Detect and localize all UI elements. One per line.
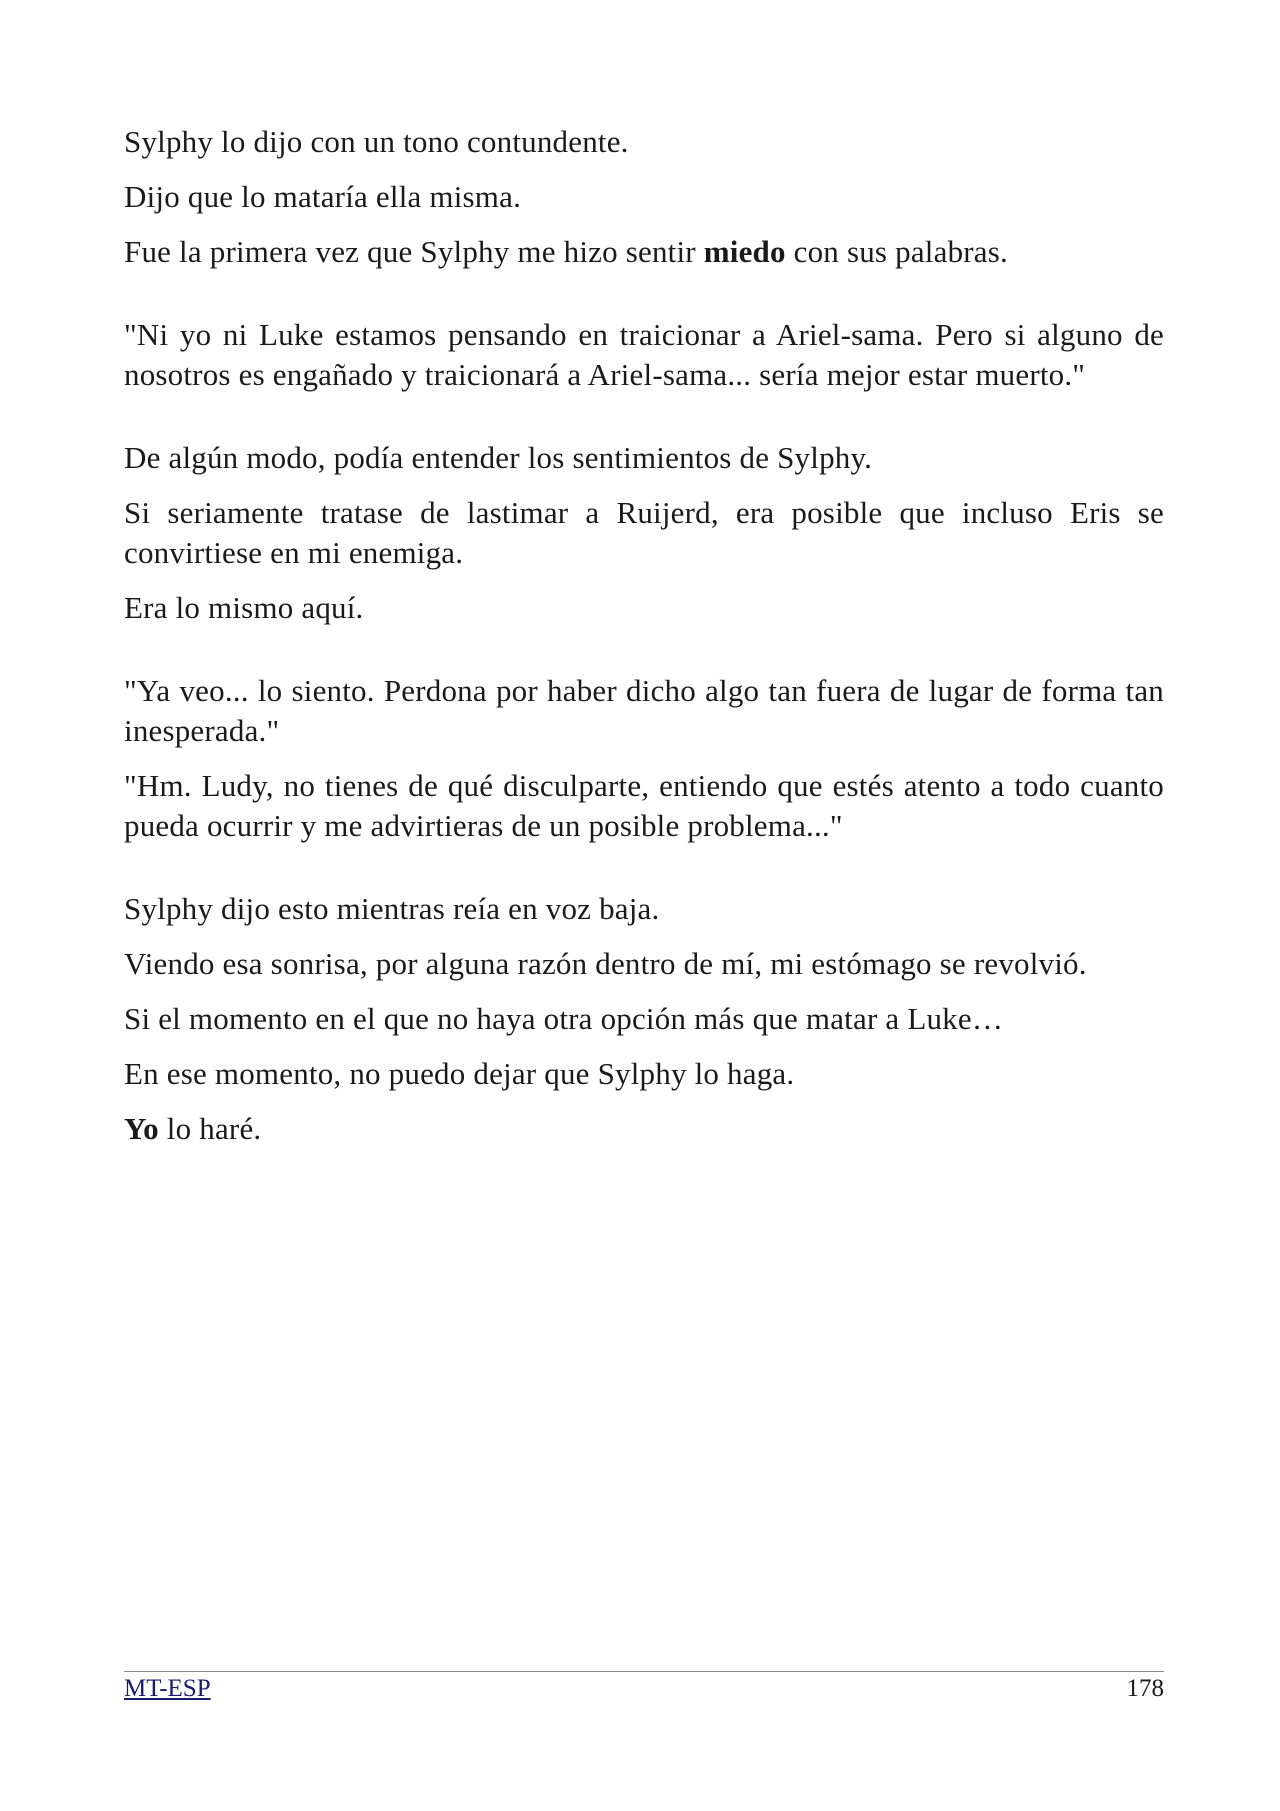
emphasis-yo: Yo <box>124 1111 159 1146</box>
paragraph-1: Sylphy lo dijo con un tono contundente. <box>124 124 629 159</box>
paragraph-6: Si seriamente tratase de lastimar a Ruijerd, era posible que incluso Eris se convirtiese en mi enemiga. <box>124 495 1164 570</box>
paragraph-3-before: Fue la primera vez que Sylphy me hizo sentir <box>124 234 704 269</box>
footer-divider <box>124 1671 1164 1672</box>
footer-source-link[interactable]: MT-ESP <box>124 1675 211 1702</box>
emphasis-miedo: miedo <box>703 234 786 269</box>
paragraph-3 <box>124 232 1164 272</box>
paragraph-2: Dijo que lo mataría ella misma. <box>124 179 522 214</box>
paragraph-8: "Ya veo... lo siento. Perdona por haber dicho algo tan fuera de lugar de forma tan inesperada." <box>124 673 1164 748</box>
paragraph-14 <box>124 1109 1164 1149</box>
paragraph-14-after: lo haré. <box>158 1111 262 1146</box>
paragraph-13: En ese momento, no puedo dejar que Sylphy lo haga. <box>124 1056 795 1091</box>
paragraph-3-after: con sus palabras. <box>785 234 1008 269</box>
paragraph-9: "Hm. Ludy, no tienes de qué disculparte, entiendo que estés atento a todo cuanto pueda ocurrir y me advirtieras de un posible problema..." <box>124 768 1164 843</box>
paragraph-10: Sylphy dijo esto mientras reía en voz baja. <box>124 891 660 926</box>
page-body <box>124 122 1164 1149</box>
paragraph-12: Si el momento en el que no haya otra opción más que matar a Luke… <box>124 1001 1004 1036</box>
paragraph-4: "Ni yo ni Luke estamos pensando en traicionar a Ariel-sama. Pero si alguno de nosotros es engañado y traicionará a Ariel-sama... sería mejor estar muerto." <box>124 317 1164 392</box>
paragraph-11: Viendo esa sonrisa, por alguna razón dentro de mí, mi estómago se revolvió. <box>124 946 1087 981</box>
paragraph-5: De algún modo, podía entender los sentimientos de Sylphy. <box>124 440 873 475</box>
paragraph-7: Era lo mismo aquí. <box>124 590 364 625</box>
page-number: 178 <box>1126 1675 1164 1702</box>
